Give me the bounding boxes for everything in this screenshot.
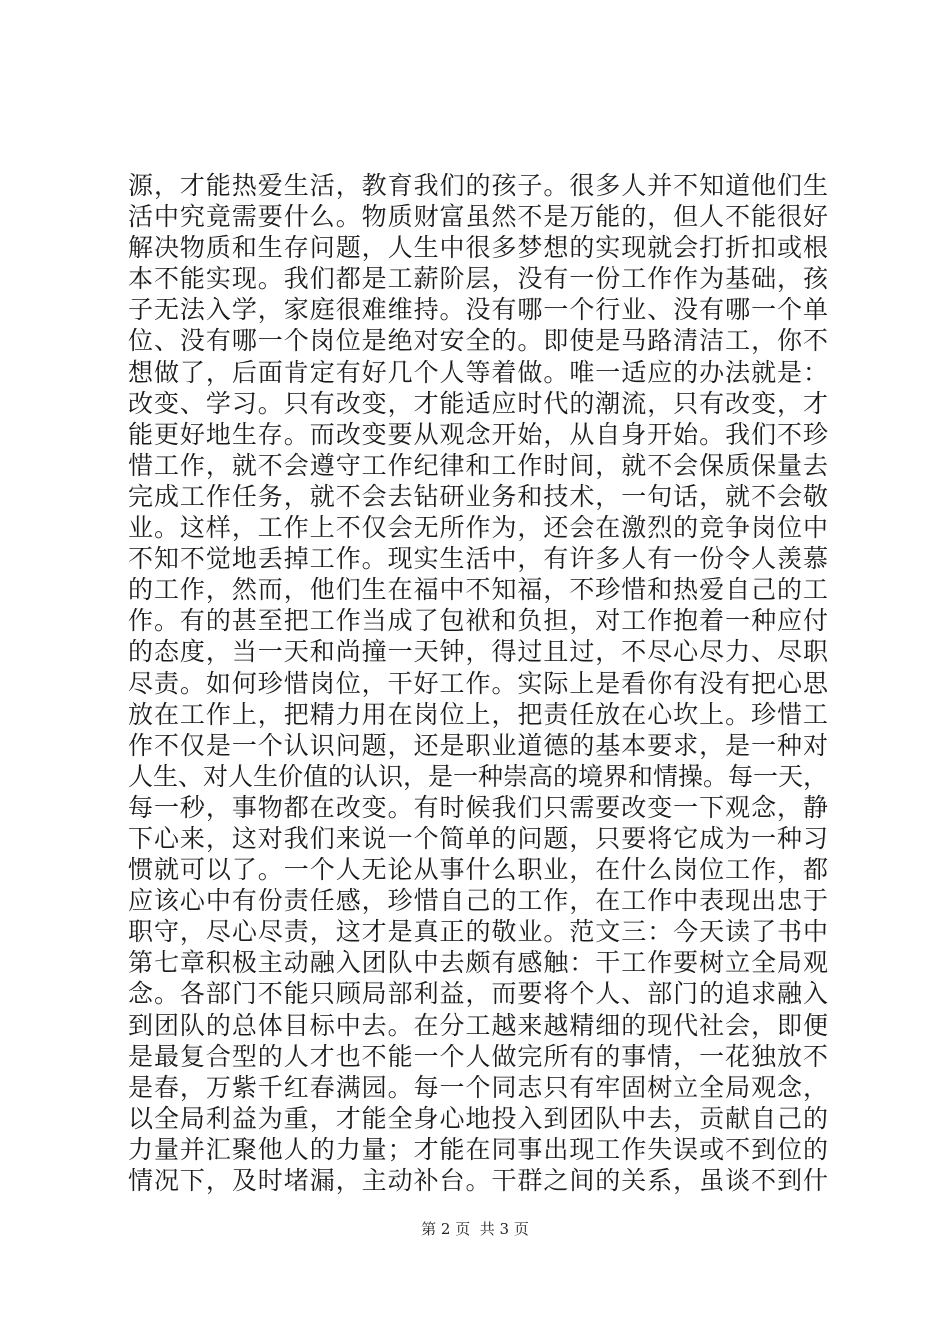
text-line: 是最复合型的人才也不能一个人做完所有的事情，一花独放不	[128, 1041, 828, 1071]
text-line: 想做了，后面肯定有好几个人等着做。唯一适应的办法就是：	[128, 357, 828, 387]
text-line: 念。各部门不能只顾局部利益，而要将个人、部门的追求融入	[128, 979, 828, 1009]
text-line: 每一秒，事物都在改变。有时候我们只需要改变一下观念，静	[128, 792, 828, 822]
text-line: 力量并汇聚他人的力量；才能在同事出现工作失误或不到位的	[128, 1134, 828, 1164]
text-line: 惜工作，就不会遵守工作纪律和工作时间，就不会保质保量去	[128, 450, 828, 480]
text-line: 能更好地生存。而改变要从观念开始，从自身开始。我们不珍	[128, 419, 828, 449]
text-line: 第七章积极主动融入团队中去颇有感触：干工作要树立全局观	[128, 948, 828, 978]
text-line: 作。有的甚至把工作当成了包袱和负担，对工作抱着一种应付	[128, 606, 828, 636]
text-line: 子无法入学，家庭很难维持。没有哪一个行业、没有哪一个单	[128, 295, 828, 325]
text-line: 以全局利益为重，才能全身心地投入到团队中去，贡献自己的	[128, 1103, 828, 1133]
text-line: 源，才能热爱生活，教育我们的孩子。很多人并不知道他们生	[128, 171, 828, 200]
text-line: 作不仅是一个认识问题，还是职业道德的基本要求，是一种对	[128, 730, 828, 760]
text-line: 是春，万紫千红春满园。每一个同志只有牢固树立全局观念，	[128, 1072, 828, 1102]
text-line: 业。这样，工作上不仅会无所作为，还会在激烈的竞争岗位中	[128, 513, 828, 543]
text-line: 职守，尽心尽责，这才是真正的敬业。范文三：今天读了书中	[128, 917, 828, 947]
text-line: 尽责。如何珍惜岗位，干好工作。实际上是看你有没有把心思	[128, 668, 828, 698]
text-line: 人生、对人生价值的认识，是一种崇高的境界和情操。每一天，	[128, 761, 829, 791]
text-line: 惯就可以了。一个人无论从事什么职业，在什么岗位工作，都	[128, 855, 828, 885]
text-line: 解决物质和生存问题，人生中很多梦想的实现就会打折扣或根	[128, 233, 828, 263]
body-text	[128, 170, 828, 1196]
text-line: 下心来，这对我们来说一个简单的问题，只要将它成为一种习	[128, 823, 828, 853]
text-line: 情况下，及时堵漏，主动补台。干群之间的关系，虽谈不到什	[128, 1166, 828, 1195]
text-line: 活中究竟需要什么。物质财富虽然不是万能的，但人不能很好	[128, 202, 828, 232]
page-footer: 第 2 页 共 3 页	[421, 1220, 529, 1238]
text-line: 不知不觉地丢掉工作。现实生活中，有许多人有一份令人羡慕	[128, 544, 828, 574]
text-line: 改变、学习。只有改变，才能适应时代的潮流，只有改变，才	[128, 388, 828, 418]
text-line: 完成工作任务，就不会去钻研业务和技术，一句话，就不会敬	[128, 481, 828, 511]
text-line: 到团队的总体目标中去。在分工越来越精细的现代社会，即便	[128, 1010, 828, 1040]
text-line: 位、没有哪一个岗位是绝对安全的。即使是马路清洁工，你不	[128, 326, 828, 356]
text-line: 的态度，当一天和尚撞一天钟，得过且过，不尽心尽力、尽职	[128, 637, 828, 667]
text-line: 放在工作上，把精力用在岗位上，把责任放在心坎上。珍惜工	[128, 699, 828, 729]
text-line: 应该心中有份责任感，珍惜自己的工作，在工作中表现出忠于	[128, 886, 828, 916]
text-line: 的工作，然而，他们生在福中不知福，不珍惜和热爱自己的工	[128, 575, 828, 605]
text-line: 本不能实现。我们都是工薪阶层，没有一份工作作为基础，孩	[128, 264, 828, 294]
